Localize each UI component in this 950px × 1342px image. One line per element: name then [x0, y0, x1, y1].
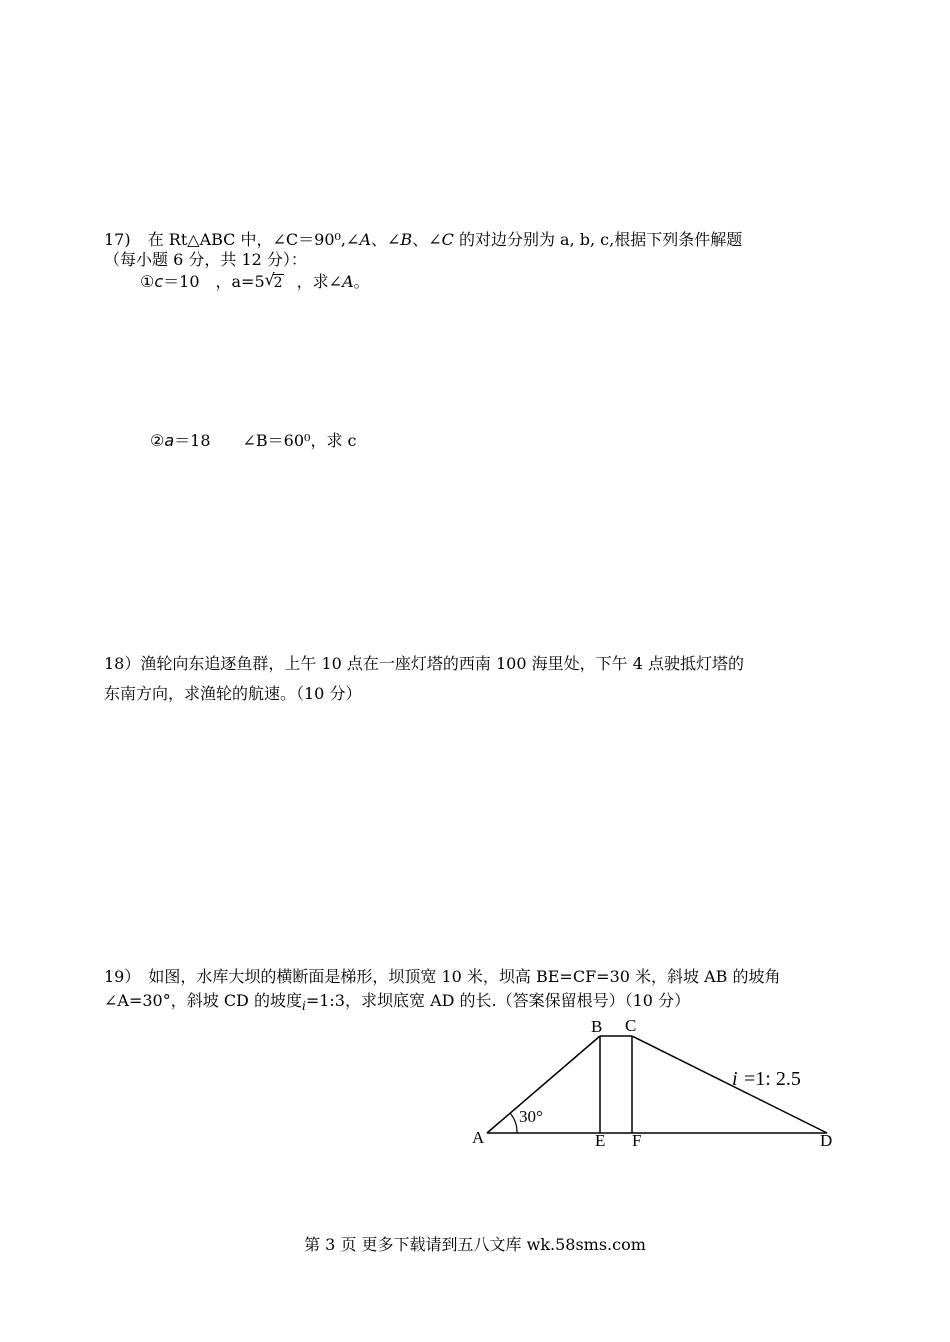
label-f: F: [632, 1131, 642, 1150]
page-footer: 第 3 页 更多下载请到五八文库 wk.58sms.com: [304, 1235, 646, 1254]
q17-angle-c: ∠C: [428, 230, 454, 249]
q17-part1-angle: ∠A: [328, 272, 354, 291]
q17-part2-marker: ②: [150, 431, 165, 450]
q17-text-start: 在 Rt△ABC 中，∠C＝90⁰,: [147, 230, 347, 249]
q17-sep2: 、: [412, 230, 429, 249]
q17-part1-eq: ＝10 ，a=5: [163, 272, 265, 291]
sqrt-symbol: √ 2: [264, 270, 283, 291]
q17-part2-eq: ＝18 ∠B＝60⁰，求 c: [174, 431, 357, 450]
q17-text-rest: 的对边分别为 a, b, c,根据下列条件解题: [458, 230, 743, 249]
label-b: B: [591, 1017, 603, 1036]
q18-line1: 18）渔轮向东追逐鱼群，上午 10 点在一座灯塔的西南 100 海里处，下午 4 点驶抵灯塔的: [104, 654, 744, 673]
label-d: D: [820, 1131, 833, 1150]
angle-arc-a: [510, 1113, 517, 1133]
q19-slope-i: i: [301, 999, 306, 1013]
slope-value-label: =1: 2.5: [744, 1068, 801, 1090]
q18-line2: 东南方向，求渔轮的航速。（10 分）: [104, 684, 362, 703]
dam-cross-section-figure: [460, 1012, 850, 1152]
q17-sep1: 、: [371, 230, 388, 249]
q17-part2: [150, 431, 357, 451]
q17-part2-var: a: [164, 431, 175, 450]
q17-part1-var: c: [154, 272, 164, 291]
slope-i-label: i: [732, 1068, 738, 1090]
q17-angle-b: ∠B: [387, 230, 413, 249]
side-ab: [487, 1036, 600, 1133]
q17-part1-tail: ，求: [296, 272, 329, 291]
q19-line1: 19） 如图，水库大坝的横断面是梯形，坝顶宽 10 米，坝高 BE=CF=30 米，斜坡 AB 的坡角: [104, 967, 781, 986]
q17-part1: [140, 272, 370, 293]
q17-number: 17): [104, 230, 131, 249]
label-e: E: [595, 1131, 606, 1150]
label-c: C: [625, 1016, 637, 1035]
q17-part1-end: 。: [353, 272, 370, 291]
q19-line2-pre: ∠A=30°，斜坡 CD 的坡度: [104, 991, 302, 1010]
q17-angle-a: ∠A: [346, 230, 371, 249]
q17-part1-sqrt-arg: 2: [273, 275, 283, 291]
q17-part1-marker: ①: [140, 272, 155, 291]
q17-line1: [104, 230, 742, 250]
label-a: A: [472, 1128, 485, 1147]
q19-line2-post: =1:3，求坝底宽 AD 的长.（答案保留根号）（10 分）: [305, 991, 691, 1010]
angle-label-30: 30°: [519, 1107, 543, 1126]
q17-line2: （每小题 6 分，共 12 分）：: [104, 250, 307, 269]
